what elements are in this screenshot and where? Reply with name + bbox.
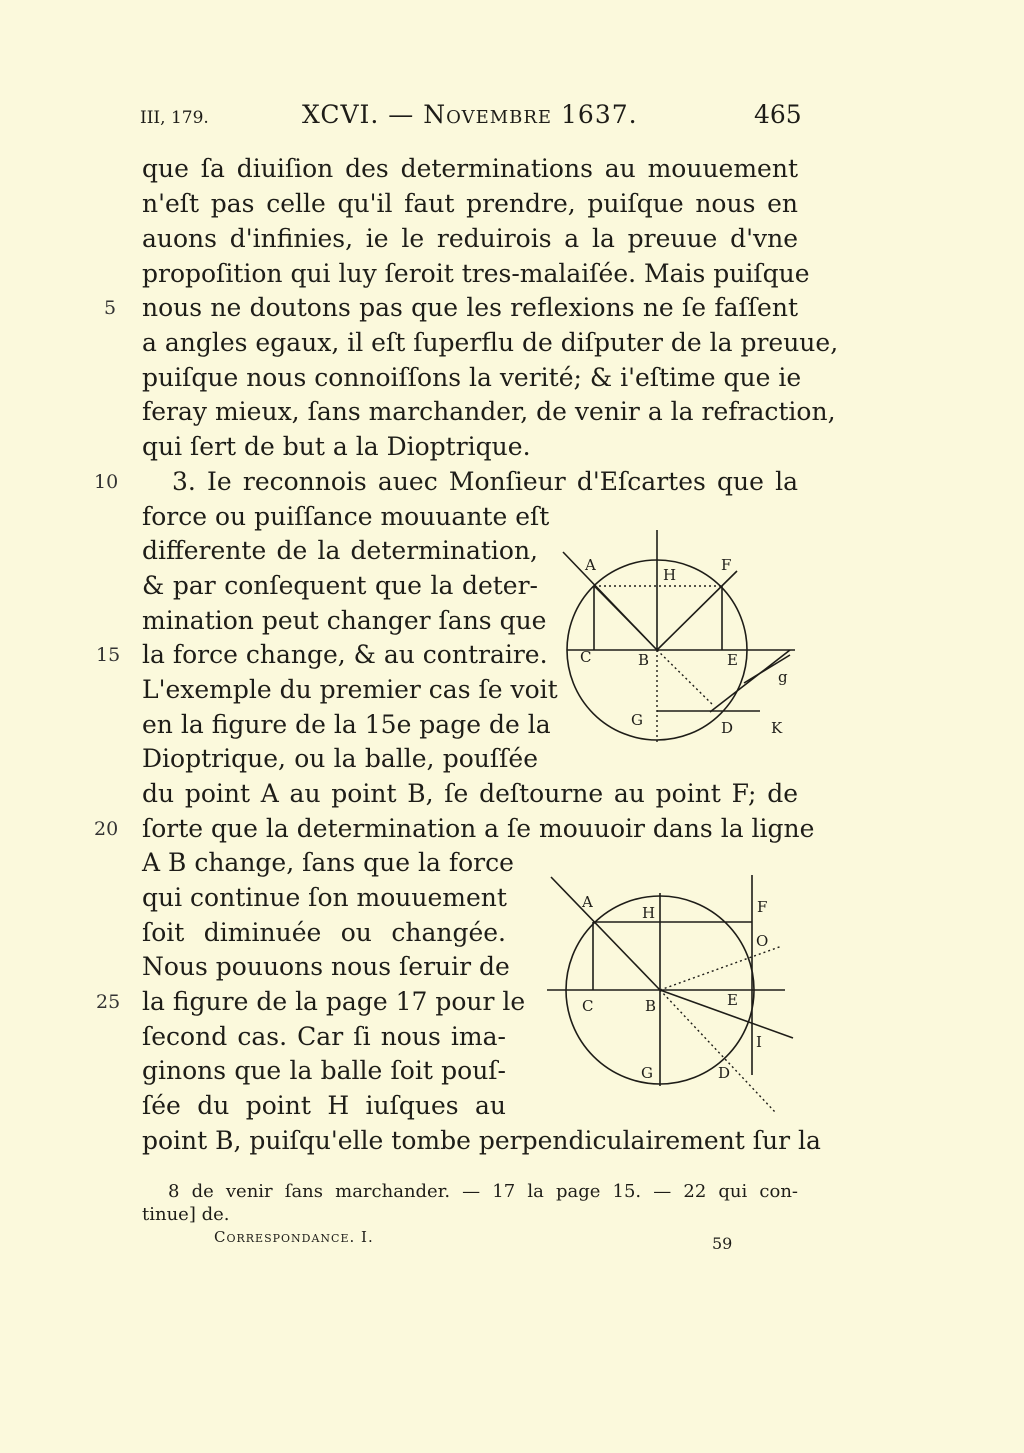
figure-label: I bbox=[756, 1033, 762, 1051]
figure-label: E bbox=[727, 991, 738, 1009]
text-line: 3. Ie reconnois auec Monſieur d'Eſcartes que la bbox=[172, 467, 798, 496]
figure-label: A bbox=[582, 893, 593, 911]
text-line: auons d'infinies, ie le reduirois a la preuue d'vne bbox=[142, 224, 798, 253]
refraction-figure-1 bbox=[550, 525, 800, 755]
figure-label: H bbox=[642, 904, 656, 922]
figure-label: C bbox=[580, 648, 592, 666]
text-line: differente de la determination, bbox=[142, 536, 538, 565]
text-line: en la figure de la 15e page de la bbox=[142, 710, 551, 739]
text-line: du point A au point B, ſe deſtourne au point F; de bbox=[142, 779, 798, 808]
signature-mark: 59 bbox=[712, 1234, 733, 1253]
text-line: ſoit diminuée ou changée. bbox=[142, 918, 506, 947]
text-line: qui ſert de but a la Dioptrique. bbox=[142, 432, 531, 461]
text-line: ſecond cas. Car ſi nous ima- bbox=[142, 1022, 506, 1051]
text-line: mination peut changer ſans que bbox=[142, 606, 547, 635]
figure-label: D bbox=[718, 1064, 731, 1082]
text-line: a angles egaux, il eſt ſuperflu de diſputer de la preuue, bbox=[142, 328, 839, 357]
figure-1-labels bbox=[580, 556, 788, 737]
text-line: & par conſequent que la deter- bbox=[142, 571, 538, 600]
figure-label: g bbox=[778, 668, 788, 686]
text-line: Nous pouuons nous ſeruir de bbox=[142, 952, 510, 981]
running-title: XCVI. — Novembre 1637. bbox=[302, 100, 638, 129]
figure-label: H bbox=[663, 566, 677, 584]
text-line: ſée du point H iuſques au bbox=[142, 1091, 506, 1120]
figure-label: G bbox=[631, 711, 643, 729]
series-title: Correspondance. I. bbox=[214, 1228, 374, 1246]
line-number: 25 bbox=[96, 991, 121, 1013]
text-line: point B, puiſqu'elle tombe perpendiculairement ſur la bbox=[142, 1126, 821, 1155]
text-line: nous ne doutons pas que les reflexions ne ſe faſſent bbox=[142, 293, 798, 322]
text-line: feray mieux, ſans marchander, de venir a la refraction, bbox=[142, 397, 836, 426]
page-number: 465 bbox=[754, 100, 802, 129]
refraction-figure-2 bbox=[540, 870, 800, 1120]
text-line: que ſa diuiſion des determinations au mouuement bbox=[142, 154, 798, 183]
text-line: propoſition qui luy ſeroit tres-malaiſée. Mais puiſque bbox=[142, 259, 810, 288]
figure-label: B bbox=[638, 651, 650, 669]
figure-label: F bbox=[721, 556, 732, 574]
figure-label: A bbox=[585, 556, 596, 574]
text-line: puiſque nous connoiſſons la verité; & i'eſtime que ie bbox=[142, 363, 802, 392]
text-line: force ou puiſſance mouuante eſt bbox=[142, 502, 550, 531]
text-line: A B change, ſans que la force bbox=[142, 848, 514, 877]
line-number: 10 bbox=[94, 471, 119, 493]
figure-label: K bbox=[771, 719, 783, 737]
page-reference: III, 179. bbox=[140, 108, 209, 128]
text-line: Dioptrique, ou la balle, pouſſée bbox=[142, 744, 538, 773]
line-number: 15 bbox=[96, 644, 121, 666]
text-line: qui continue ſon mouuement bbox=[142, 883, 507, 912]
figure-label: E bbox=[727, 651, 738, 669]
footnote-line: 8 de venir ſans marchander. — 17 la page 15. — 22 qui con- bbox=[168, 1181, 798, 1202]
text-line: la figure de la page 17 pour le bbox=[142, 987, 526, 1016]
text-line: la force change, & au contraire. bbox=[142, 640, 548, 669]
line-number: 20 bbox=[94, 818, 119, 840]
figure-label: G bbox=[641, 1064, 653, 1082]
figure-label: B bbox=[645, 997, 657, 1015]
figure-label: O bbox=[756, 932, 769, 950]
figure-label: D bbox=[721, 719, 734, 737]
line-number: 5 bbox=[104, 297, 117, 319]
figure-label: C bbox=[582, 997, 594, 1015]
text-line: n'eſt pas celle qu'il faut prendre, puiſque nous en bbox=[142, 189, 798, 218]
figure-label: F bbox=[757, 898, 768, 916]
text-line: ſorte que la determination a ſe mouuoir dans la ligne bbox=[142, 814, 815, 843]
text-line: ginons que la balle ſoit pouſ- bbox=[142, 1056, 506, 1085]
text-line: L'exemple du premier cas ſe voit bbox=[142, 675, 558, 704]
footnote-line: tinue] de. bbox=[142, 1204, 230, 1225]
